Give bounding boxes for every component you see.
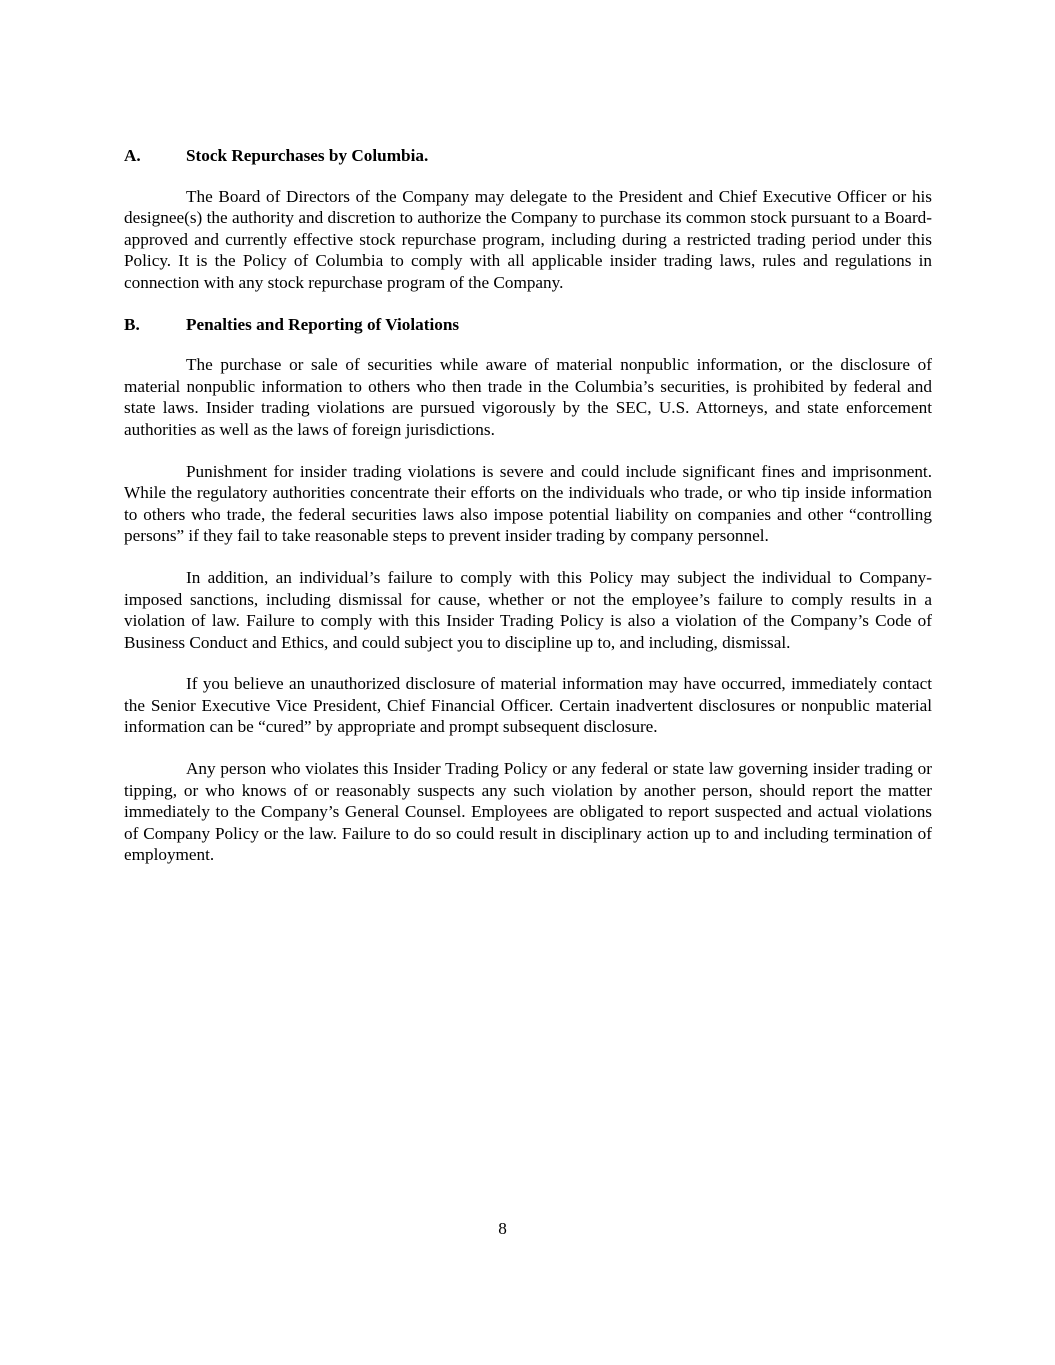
- page-number: 8: [498, 1219, 507, 1238]
- paragraph: The purchase or sale of securities while aware of material nonpublic information, or the disclosure of material nonpublic information to others who then trade in the Columbia’s securities, is prohibited by federal and state laws. Insider trading violations are pursued vigorously by the SEC, U.S. Attorneys, and state enforcement authorities as well as the laws of foreign jurisdictions.: [124, 355, 932, 439]
- paragraph: Any person who violates this Insider Trading Policy or any federal or state law governing insider trading or tipping, or who knows of or reasonably suspects any such violation by another person, should report the matter immediately to the Company’s General Counsel. Employees are obligated to report suspected and actual violations of Company Policy or the law. Failure to do so could result in disciplinary action up to and including termination of employment.: [124, 759, 932, 865]
- paragraph: Punishment for insider trading violations is severe and could include significant fines and imprisonment. While the regulatory authorities concentrate their efforts on the individuals who trade, or who tip inside information to others who trade, the federal securities laws also impose potential liability on companies and other “controlling persons” if they fail to take reasonable steps to prevent insider trading by company personnel.: [124, 461, 932, 546]
- section-letter: A.: [124, 146, 141, 165]
- document-page: [124, 145, 932, 886]
- paragraph: In addition, an individual’s failure to comply with this Policy may subject the individual to Company-imposed sanctions, including dismissal for cause, whether or not the employee’s failure to comply results in a violation of law. Failure to comply with this Insider Trading Policy is also a violation of the Company’s Code of Business Conduct and Ethics, and could subject you to discipline up to, and including, dismissal.: [124, 567, 932, 652]
- section-heading-a: [124, 145, 932, 167]
- paragraph: The Board of Directors of the Company may delegate to the President and Chief Executive Officer or his designee(s) the authority and discretion to authorize the Company to purchase its common stock pursuant to a Board-approved and currently effective stock repurchase program, including during a restricted trading period under this Policy. It is the Policy of Columbia to comply with all applicable insider trading laws, rules and regulations in connection with any stock repurchase program of the Company.: [124, 186, 932, 292]
- section-title: Stock Repurchases by Columbia.: [186, 146, 429, 165]
- section-heading-b: [124, 314, 932, 336]
- section-letter: B.: [124, 314, 140, 334]
- section-title: Penalties and Reporting of Violations: [186, 314, 460, 334]
- paragraph: If you believe an unauthorized disclosure of material information may have occurred, immediately contact the Senior Executive Vice President, Chief Financial Officer. Certain inadvertent disclosures or nonpublic material information can be “cured” by appropriate and prompt subsequent disclosure.: [124, 674, 932, 737]
